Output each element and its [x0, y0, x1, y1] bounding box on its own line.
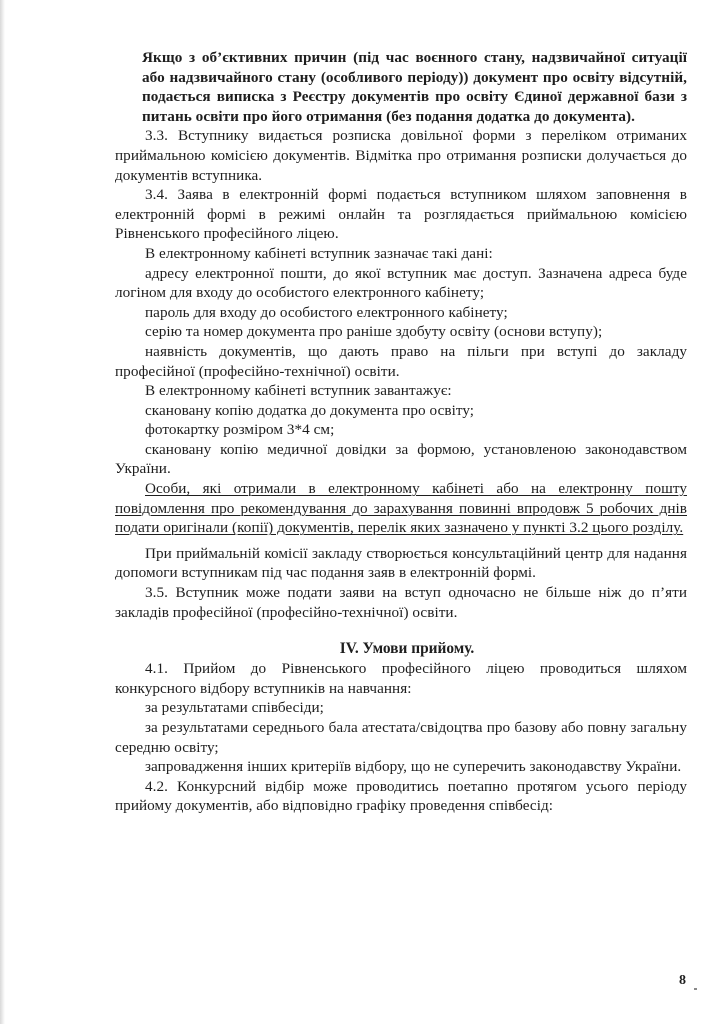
- paragraph-missing-document: Якщо з об’єктивних причин (під час воєнного стану, надзвичайної ситуації або надзвичайного стану (особливого періоду)) документ про освіту відсутній, подається виписка з Реєстру документів про освіту Єдиної державної бази з питань освіти про його отримання (без подання додатка до документа).: [142, 49, 687, 125]
- paragraph-4-2: 4.2. Конкурсний відбір може проводитись поетапно протягом усього періоду прийому документів, або відповідно графіку проведення співбесід:: [115, 777, 687, 815]
- list-item-privileges: наявність документів, що дають право на пільги при вступі до закладу професійної (професійно-технічної) освіти.: [115, 342, 687, 380]
- paragraph-3-3: 3.3. Вступнику видається розписка довільної форми з переліком отриманих приймальною комісією документів. Відмітка про отримання розписки долучається до документів вступника.: [115, 127, 687, 184]
- paragraph-consultation-center: При приймальній комісії закладу створюється консультаційний центр для надання допомоги вступникам під час подання заяв в електронній формі.: [115, 544, 687, 582]
- paragraph-originals-deadline: Особи, які отримали в електронному кабінеті або на електронну пошту повідомлення про рекомендування до зарахування повинні впродовж 5 робочих днів подати оригінали (копії) документів, перелік яких зазначено у пункті 3.2 цього розділу.: [115, 480, 687, 537]
- paragraph-3-5: 3.5. Вступник може подати заяви на вступ одночасно не більше ніж до п’яти закладів професійної (професійно-технічної) освіти.: [115, 584, 687, 621]
- list-item-password: пароль для входу до особистого електронного кабінету;: [145, 303, 508, 321]
- paragraph-cabinet-data-intro: В електронному кабінеті вступник зазначає такі дані:: [145, 244, 493, 262]
- page-number: 8: [679, 973, 686, 988]
- list-item-scan-appendix: скановану копію додатка до документа про освіту;: [145, 401, 475, 419]
- document-page: [115, 48, 687, 816]
- list-item-other-criteria: запровадження інших критеріїв відбору, що не суперечить законодавству України.: [145, 758, 682, 776]
- list-item-average-score: за результатами середнього бала атестата/свідоцтва про базову або повну загальну середню освіту;: [115, 719, 687, 756]
- list-item-photo: фотокартку розміром 3*4 см;: [145, 421, 335, 439]
- scan-edge-shadow: [0, 0, 5, 1024]
- list-item-email: адресу електронної пошти, до якої вступник має доступ. Зазначена адреса буде логіном для входу до особистого електронного кабінету;: [115, 264, 687, 302]
- paragraph-4-1: 4.1. Прийом до Рівненського професійного ліцею проводиться шляхом конкурсного відбору вступників на навчання:: [115, 660, 687, 697]
- list-item-document-series: серію та номер документа про раніше здобуту освіту (основи вступу);: [145, 323, 603, 341]
- paragraph-cabinet-upload-intro: В електронному кабінеті вступник завантажує:: [145, 382, 452, 400]
- list-item-medical-certificate: скановану копію медичної довідки за формою, установленою законодавством України.: [115, 440, 687, 478]
- list-item-interview: за результатами співбесіди;: [145, 699, 324, 717]
- section-heading: IV. Умови прийому.: [339, 640, 475, 658]
- paragraph-3-4: 3.4. Заява в електронній формі подається вступником шляхом заповнення в електронній формі в режимі онлайн та розглядається приймальною комісією Рівненського професійного ліцею.: [115, 186, 687, 243]
- scan-speck: [694, 988, 697, 990]
